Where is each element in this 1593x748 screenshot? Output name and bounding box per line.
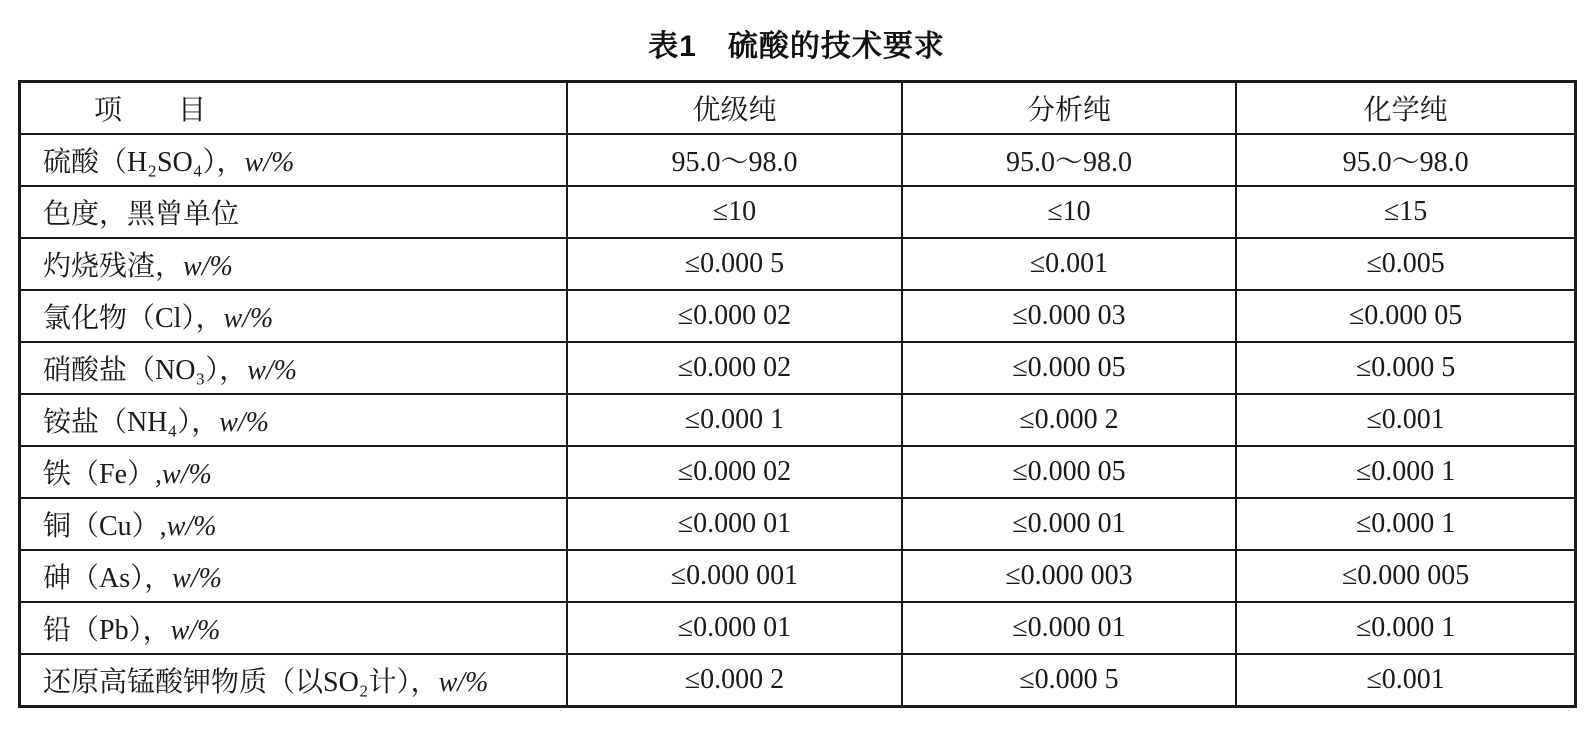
value-cell: ≤0.000 5 (567, 238, 902, 290)
item-unit: w/% (172, 563, 222, 594)
item-label: 铅（Pb）， (43, 615, 171, 646)
item-unit: w/% (247, 355, 297, 386)
value-cell: ≤0.000 2 (902, 394, 1237, 446)
item-unit: w/% (223, 303, 274, 334)
table-row (20, 134, 1576, 186)
value-cell: 95.0～98.0 (1236, 134, 1575, 186)
table-row (20, 446, 1576, 498)
item-cell (20, 602, 568, 654)
table-row (20, 290, 1576, 342)
value-cell: ≤0.000 5 (902, 654, 1237, 707)
table-row (20, 394, 1576, 446)
value-cell: ≤0.000 003 (902, 550, 1237, 602)
item-label: 铜（Cu）, (43, 511, 167, 542)
item-label: 铵盐（NH₄）， (43, 407, 220, 438)
item-cell (20, 654, 568, 707)
column-header-guaranteed-reagent: 优级纯 (567, 82, 902, 135)
item-unit: w/% (219, 407, 269, 438)
item-cell (20, 342, 568, 394)
item-label: 灼烧残渣， (43, 251, 184, 282)
item-cell (20, 238, 568, 290)
header-row (20, 82, 1576, 135)
value-cell: ≤0.000 02 (567, 342, 902, 394)
item-cell (20, 498, 568, 550)
table-row (20, 498, 1576, 550)
value-cell: ≤15 (1236, 186, 1575, 238)
column-header-analytical-reagent: 分析纯 (902, 82, 1237, 135)
value-cell: ≤0.000 01 (567, 602, 902, 654)
item-cell (20, 446, 568, 498)
value-cell: ≤10 (567, 186, 902, 238)
value-cell: ≤0.001 (902, 238, 1237, 290)
item-unit: w/% (438, 667, 489, 698)
value-cell: ≤0.000 05 (1236, 290, 1575, 342)
item-label: 氯化物（Cl）， (43, 303, 224, 334)
item-unit: w/% (183, 251, 233, 282)
column-header-item: 项 目 (20, 82, 568, 135)
item-cell (20, 290, 568, 342)
table-row (20, 342, 1576, 394)
value-cell: ≤0.000 1 (1236, 446, 1575, 498)
table-row (20, 238, 1576, 290)
value-cell: ≤0.000 2 (567, 654, 902, 707)
value-cell: ≤0.000 03 (902, 290, 1237, 342)
value-cell: ≤0.000 5 (1236, 342, 1575, 394)
item-unit: w/% (162, 459, 212, 490)
value-cell: ≤0.000 001 (567, 550, 902, 602)
value-cell: 95.0～98.0 (567, 134, 902, 186)
value-cell: 95.0～98.0 (902, 134, 1237, 186)
value-cell: ≤0.000 1 (1236, 498, 1575, 550)
item-cell (20, 134, 568, 186)
item-cell (20, 550, 568, 602)
table-row (20, 602, 1576, 654)
spec-table (18, 80, 1577, 708)
table-body (20, 134, 1576, 707)
value-cell: ≤0.000 005 (1236, 550, 1575, 602)
item-label: 铁（Fe）, (43, 459, 163, 490)
table-row (20, 550, 1576, 602)
table-row (20, 186, 1576, 238)
item-label: 砷（As）， (43, 563, 173, 594)
table-row (20, 654, 1576, 707)
value-cell: ≤0.000 02 (567, 446, 902, 498)
item-label: 硫酸（H₂SO₄）， (43, 147, 245, 178)
item-cell (20, 394, 568, 446)
value-cell: ≤0.000 01 (902, 498, 1237, 550)
table-caption: 表1 硫酸的技术要求 (648, 30, 945, 63)
item-unit: w/% (244, 147, 295, 178)
item-label: 硝酸盐（NO₃）， (43, 355, 248, 386)
column-header-chemical-pure: 化学纯 (1236, 82, 1575, 135)
value-cell: ≤0.001 (1236, 654, 1575, 707)
value-cell: ≤0.001 (1236, 394, 1575, 446)
value-cell: ≤0.000 1 (1236, 602, 1575, 654)
item-label: 还原高锰酸钾物质（以SO₂计）， (43, 667, 439, 698)
item-unit: w/% (170, 615, 221, 646)
value-cell: ≤0.000 05 (902, 342, 1237, 394)
value-cell: ≤0.000 01 (902, 602, 1237, 654)
value-cell: ≤0.000 1 (567, 394, 902, 446)
value-cell: ≤0.000 05 (902, 446, 1237, 498)
value-cell: ≤0.000 02 (567, 290, 902, 342)
item-label: 色度，黑曾单位 (43, 199, 240, 230)
item-cell (20, 186, 568, 238)
table-header (20, 82, 1576, 135)
value-cell: ≤0.000 01 (567, 498, 902, 550)
value-cell: ≤10 (902, 186, 1237, 238)
value-cell: ≤0.005 (1236, 238, 1575, 290)
item-unit: w/% (166, 511, 217, 542)
